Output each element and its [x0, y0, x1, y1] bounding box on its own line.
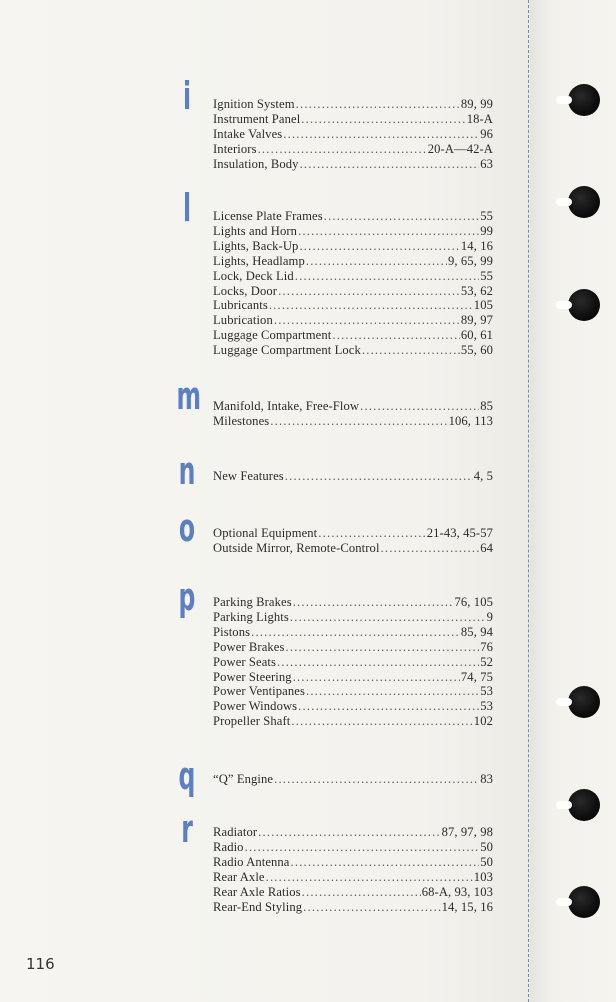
dot-leader	[293, 670, 460, 685]
section-letter: m	[176, 374, 202, 418]
index-entry	[213, 670, 493, 685]
entry-title: Luggage Compartment	[213, 328, 332, 343]
entry-pages: 105	[473, 298, 493, 313]
index-entry	[213, 269, 493, 284]
index-entry	[213, 239, 493, 254]
entry-pages: 9, 65, 99	[448, 253, 493, 268]
dot-leader	[258, 142, 427, 157]
entry-pages: 64	[480, 540, 493, 555]
page-number: 116	[26, 955, 55, 973]
index-entry	[213, 840, 493, 855]
dot-leader	[362, 343, 460, 358]
entry-title: Lock, Deck Lid	[213, 268, 294, 283]
dot-leader	[324, 209, 479, 224]
entry-pages: 87, 97, 98	[441, 825, 493, 839]
entry-pages: 106, 113	[448, 413, 493, 428]
index-entry	[213, 699, 493, 714]
entry-pages: 96	[480, 126, 493, 141]
index-entry	[213, 343, 493, 358]
dot-leader	[285, 469, 473, 484]
dot-leader	[318, 526, 425, 541]
dot-leader	[306, 254, 447, 269]
dot-leader	[277, 655, 479, 670]
index-entry	[213, 772, 493, 787]
entry-pages: 60, 61	[460, 328, 493, 343]
index-entry	[213, 825, 493, 840]
entry-list	[213, 772, 493, 787]
index-entry	[213, 97, 493, 112]
entry-title: License Plate Frames	[213, 209, 323, 223]
section-letter: p	[178, 575, 196, 619]
dot-leader	[290, 610, 486, 625]
dot-leader	[251, 625, 460, 640]
index-entry	[213, 313, 493, 328]
entry-pages: 55, 60	[460, 343, 493, 358]
entry-pages: 85	[480, 399, 493, 413]
entry-title: Optional Equipment	[213, 526, 318, 540]
entry-pages: 99	[480, 223, 493, 238]
index-entry	[213, 284, 493, 299]
entry-list	[213, 399, 493, 429]
dot-leader	[306, 684, 479, 699]
entry-pages: 68-A, 93, 103	[421, 884, 493, 899]
entry-pages: 89, 99	[460, 97, 493, 111]
perforation-line	[528, 0, 529, 1002]
binder-hole	[568, 186, 600, 218]
dot-leader	[299, 239, 459, 254]
binder-hole	[568, 886, 600, 918]
section-letter: r	[181, 807, 193, 851]
entry-pages: 20-A—42-A	[427, 141, 493, 156]
entry-pages: 102	[473, 714, 493, 729]
entry-title: Rear Axle Ratios	[213, 884, 301, 899]
entry-pages: 74, 75	[460, 669, 493, 684]
dot-leader	[278, 284, 460, 299]
entry-title: “Q” Engine	[213, 772, 274, 786]
dot-leader	[298, 224, 479, 239]
dot-leader	[301, 112, 465, 127]
entry-list	[213, 209, 493, 358]
binder-hole	[568, 686, 600, 718]
dot-leader	[360, 399, 479, 414]
binder-hole	[568, 289, 600, 321]
entry-title: Parking Brakes	[213, 595, 292, 609]
index-entry	[213, 469, 493, 484]
entry-title: Lights, Back-Up	[213, 238, 299, 253]
section-letter: n	[178, 449, 196, 493]
entry-title: Lights and Horn	[213, 223, 298, 238]
entry-title: Luggage Compartment Lock	[213, 343, 361, 358]
binder-hole	[568, 789, 600, 821]
dot-leader	[381, 541, 480, 556]
entry-pages: 53, 62	[460, 283, 493, 298]
index-entry	[213, 714, 493, 729]
entry-pages: 50	[480, 839, 493, 854]
section-letter: i	[182, 74, 192, 118]
entry-title: Ignition System	[213, 97, 295, 111]
entry-pages: 89, 97	[460, 313, 493, 328]
dot-leader	[298, 699, 479, 714]
entry-list	[213, 526, 493, 556]
entry-list	[213, 825, 493, 914]
entry-title: Milestones	[213, 413, 270, 428]
entry-title: Propeller Shaft	[213, 714, 291, 729]
dot-leader	[291, 855, 480, 870]
index-entry	[213, 298, 493, 313]
entry-title: Radio Antenna	[213, 854, 290, 869]
entry-pages: 50	[480, 854, 493, 869]
entry-title: Power Ventipanes	[213, 684, 305, 699]
entry-pages: 83	[480, 772, 493, 786]
entry-title: Radio	[213, 839, 244, 854]
entry-title: Locks, Door	[213, 283, 278, 298]
entry-pages: 18-A	[466, 111, 493, 126]
index-entry	[213, 855, 493, 870]
index-entry	[213, 885, 493, 900]
entry-pages: 76	[480, 639, 493, 654]
entry-pages: 63	[480, 156, 493, 171]
section-letter: q	[178, 754, 196, 798]
entry-title: Rear-End Styling	[213, 899, 303, 914]
entry-list	[213, 469, 493, 484]
entry-pages: 76, 105	[454, 595, 493, 609]
dot-leader	[293, 595, 454, 610]
index-entry	[213, 254, 493, 269]
dot-leader	[332, 328, 460, 343]
index-entry	[213, 900, 493, 915]
index-entry	[213, 209, 493, 224]
entry-pages: 103	[473, 869, 493, 884]
index-entry	[213, 610, 493, 625]
index-entry	[213, 625, 493, 640]
index-entry	[213, 112, 493, 127]
entry-title: Power Steering	[213, 669, 292, 684]
index-entry	[213, 541, 493, 556]
entry-list	[213, 97, 493, 172]
dot-leader	[274, 772, 479, 787]
entry-title: Power Windows	[213, 699, 298, 714]
index-entry	[213, 526, 493, 541]
index-entry	[213, 157, 493, 172]
entry-pages: 14, 15, 16	[441, 899, 493, 914]
index-entry	[213, 684, 493, 699]
index-entry	[213, 414, 493, 429]
section-letter: l	[182, 186, 192, 230]
entry-title: Manifold, Intake, Free-Flow	[213, 399, 360, 413]
dot-leader	[270, 414, 447, 429]
entry-pages: 55	[480, 268, 493, 283]
index-entry	[213, 595, 493, 610]
dot-leader	[286, 640, 480, 655]
index-entry	[213, 224, 493, 239]
entry-title: New Features	[213, 469, 284, 483]
dot-leader	[269, 298, 473, 313]
entry-title: Parking Lights	[213, 609, 289, 624]
entry-title: Lubrication	[213, 313, 273, 328]
entry-title: Power Seats	[213, 654, 277, 669]
dot-leader	[296, 97, 460, 112]
binder-hole	[568, 84, 600, 116]
entry-pages: 52	[480, 654, 493, 669]
dot-leader	[295, 269, 479, 284]
entry-pages: 9	[486, 609, 493, 624]
entry-pages: 14, 16	[460, 238, 493, 253]
entry-title: Interiors	[213, 141, 257, 156]
dot-leader	[283, 127, 479, 142]
entry-pages: 21-43, 45-57	[426, 526, 493, 540]
dot-leader	[302, 885, 421, 900]
dot-leader	[300, 157, 480, 172]
index-entry	[213, 127, 493, 142]
index-entry	[213, 142, 493, 157]
section-letter: o	[178, 506, 196, 550]
dot-leader	[291, 714, 472, 729]
entry-title: Lubricants	[213, 298, 268, 313]
entry-title: Radiator	[213, 825, 258, 839]
index-entry	[213, 399, 493, 414]
dot-leader	[303, 900, 440, 915]
dot-leader	[245, 840, 480, 855]
entry-pages: 85, 94	[460, 624, 493, 639]
entry-title: Rear Axle	[213, 869, 265, 884]
entry-pages: 4, 5	[473, 469, 493, 483]
index-entry	[213, 640, 493, 655]
index-entry	[213, 870, 493, 885]
entry-title: Lights, Headlamp	[213, 253, 305, 268]
entry-pages: 55	[480, 209, 493, 223]
entry-pages: 53	[480, 699, 493, 714]
dot-leader	[274, 313, 460, 328]
entry-title: Pistons	[213, 624, 251, 639]
index-entry	[213, 328, 493, 343]
entry-title: Instrument Panel	[213, 111, 301, 126]
binder-margin	[530, 0, 616, 1002]
entry-list	[213, 595, 493, 729]
entry-title: Power Brakes	[213, 639, 285, 654]
dot-leader	[266, 870, 473, 885]
entry-title: Intake Valves	[213, 126, 283, 141]
index-entry	[213, 655, 493, 670]
entry-title: Outside Mirror, Remote-Control	[213, 540, 380, 555]
dot-leader	[258, 825, 440, 840]
entry-title: Insulation, Body	[213, 156, 299, 171]
entry-pages: 53	[480, 684, 493, 699]
